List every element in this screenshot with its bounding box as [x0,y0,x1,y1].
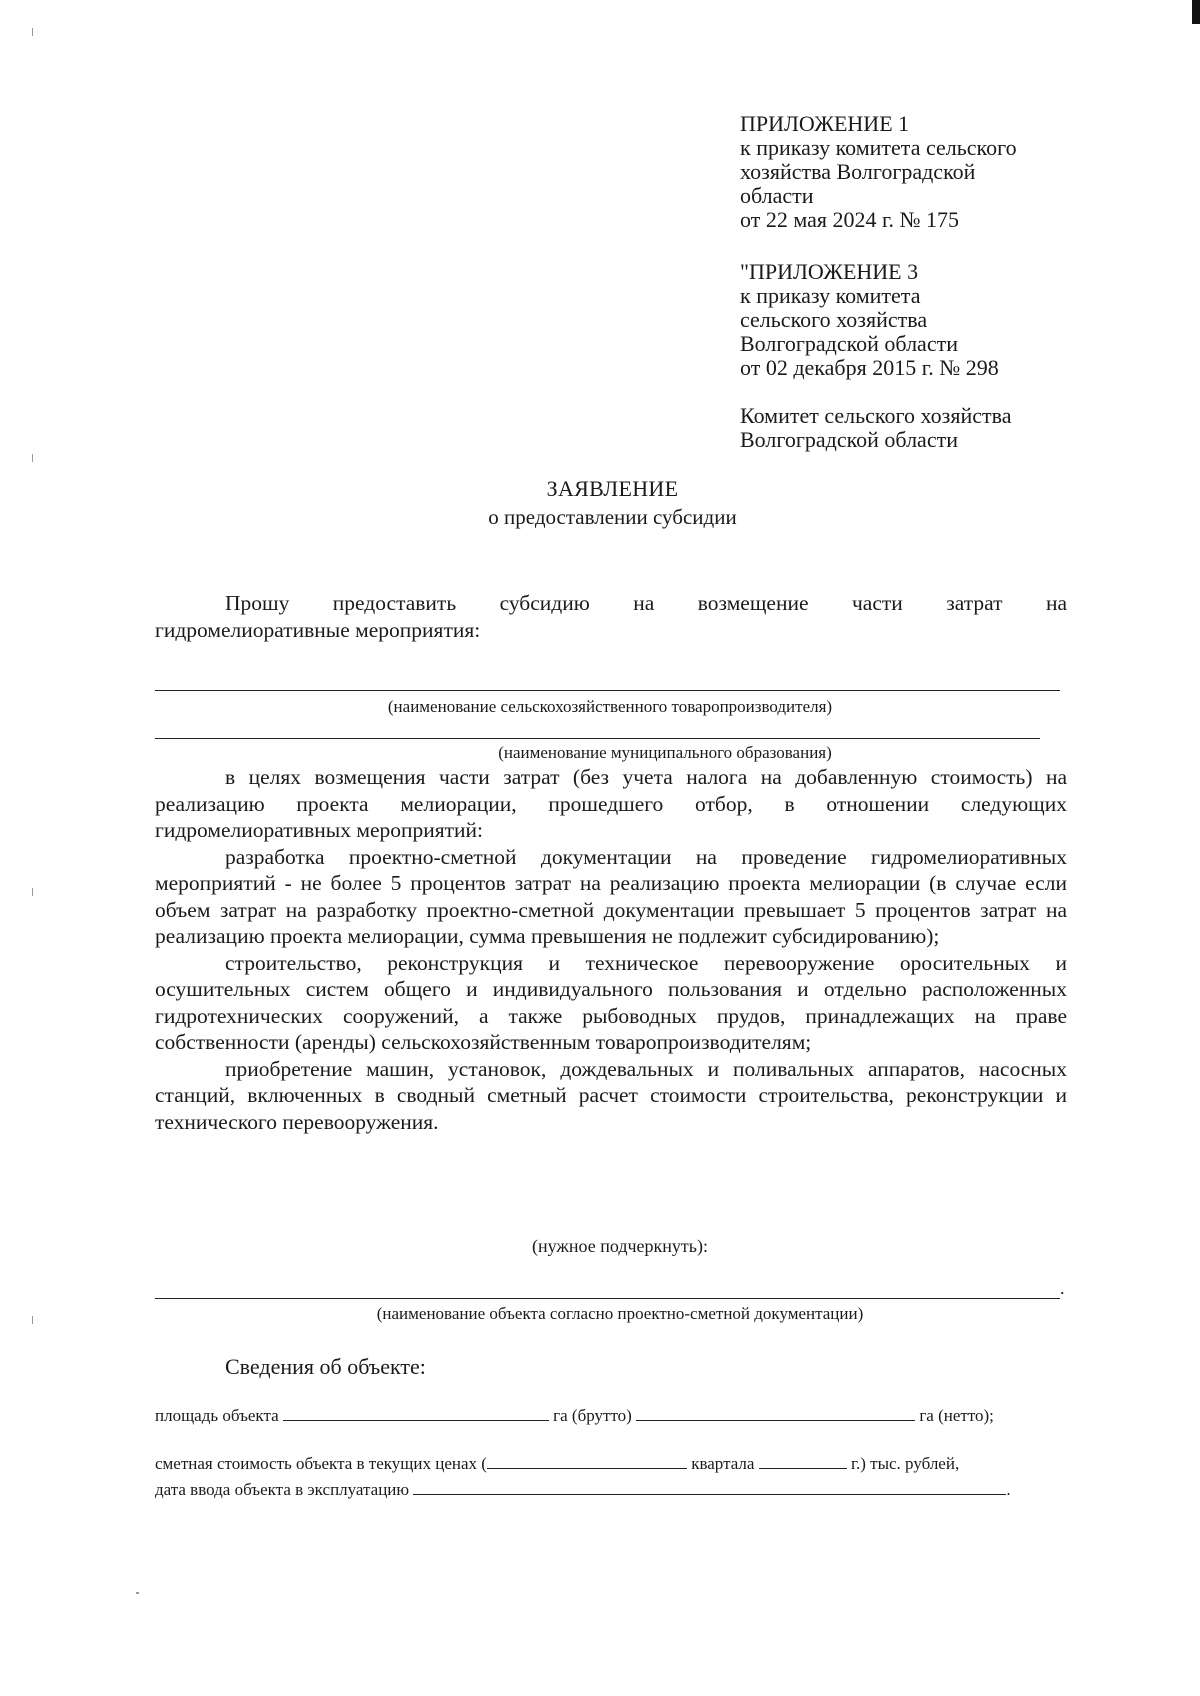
year-suffix: г.) тыс. рублей, [850,1454,960,1473]
title-sub: о предоставлении субсидии [488,505,737,529]
area-row [155,1402,1067,1428]
appendix-1-line: области [740,183,814,208]
municipality-fill-line[interactable] [155,738,1040,739]
municipality-caption: (наименование муниципального образования) [498,743,832,762]
item-construction: строительство, реконструкция и техническое перевооружение оросительных и осушительных систем общего и индивидуального пользования и отдельно расположенных гидротехнических сооружений, а также рыбоводных прудов, принадлежащих на праве собственности (аренды) сельскохозяйственным товаропроизводителям; [155,950,1067,1054]
appendix-3-line: сельского хозяйства [740,307,928,332]
item-equipment: приобретение машин, установок, дождевальных и поливальных аппаратов, насосных станций, включенных в сводный сметный расчет стоимости строительства, реконструкции и технического перевооружения. [155,1056,1067,1134]
appendix-1-date: от 22 мая 2024 г. № 175 [740,207,960,232]
purpose-paragraph: в целях возмещения части затрат (без учета налога на добавленную стоимость) на реализацию проекта мелиорации, прошедшего отбор, в отношении следующих гидромелиоративных мероприятий: [155,765,1067,842]
area-gross-field[interactable] [283,1402,549,1421]
margin-tick [32,28,33,36]
object-info-title: Сведения об объекте: [225,1354,426,1379]
item-design-documentation: разработка проектно-сметной документации на проведение гидромелиоративных мероприятий - не более 5 процентов затрат на реализацию проекта мелиорации (в случае если объем затрат на разработку проектно-сметной документации превышает 5 процентов затрат на реализацию проекта мелиорации, сумма превышения не подлежит субсидированию); [155,844,1067,948]
margin-tick [32,454,33,462]
document-title [0,475,1200,531]
request-line-1: Прошу предоставить субсидию на возмещение части затрат на [225,591,1067,615]
area-net-unit: га (нетто); [919,1406,994,1425]
cost-row [155,1450,1067,1476]
object-name-caption: (наименование объекта согласно проектно-сметной документации) [376,1304,864,1323]
commission-date-field[interactable] [413,1476,1006,1495]
object-name-end-dot: . [1060,1278,1065,1298]
appendix-3-line: Волгоградской области [740,331,958,356]
area-label: площадь объекта [155,1406,279,1425]
cost-field[interactable] [487,1450,687,1469]
appendix-3-block [740,260,999,380]
underline-note: (нужное подчеркнуть): [532,1236,708,1256]
addressee-line: Волгоградской области [740,427,958,452]
title-main: ЗАЯВЛЕНИЕ [546,476,679,501]
appendix-1-line: хозяйства Волгоградской [740,159,976,184]
addressee-block [740,404,1011,452]
producer-caption: (наименование сельскохозяйственного товаропроизводителя) [387,697,833,716]
cost-label: сметная стоимость объекта в текущих ценах ( [155,1454,487,1473]
object-name-fill-line[interactable] [155,1298,1060,1299]
quarter-label: квартала [691,1454,755,1473]
appendix-3-date: от 02 декабря 2015 г. № 298 [740,355,999,380]
addressee-line: Комитет сельского хозяйства [740,403,1012,428]
commission-label: дата ввода объекта в эксплуатацию [155,1480,410,1499]
appendix-3-title: "ПРИЛОЖЕНИЕ 3 [740,259,919,284]
request-paragraph [155,590,1067,643]
margin-tick [32,888,33,896]
scan-corner-mark [1192,0,1200,24]
appendix-1-title: ПРИЛОЖЕНИЕ 1 [740,111,910,136]
appendix-1-block [740,112,1017,232]
margin-tick [136,1592,139,1594]
appendix-1-line: к приказу комитета сельского [740,135,1017,160]
producer-fill-line[interactable] [155,690,1060,691]
appendix-3-line: к приказу комитета [740,283,921,308]
area-gross-unit: га (брутто) [553,1406,632,1425]
area-net-field[interactable] [636,1402,915,1421]
commission-end-dot: . [1006,1480,1011,1499]
quarter-field[interactable] [759,1450,847,1469]
purpose-body [155,764,1067,1135]
commission-row [155,1476,1067,1502]
request-line-2: гидромелиоративные мероприятия: [155,617,481,642]
